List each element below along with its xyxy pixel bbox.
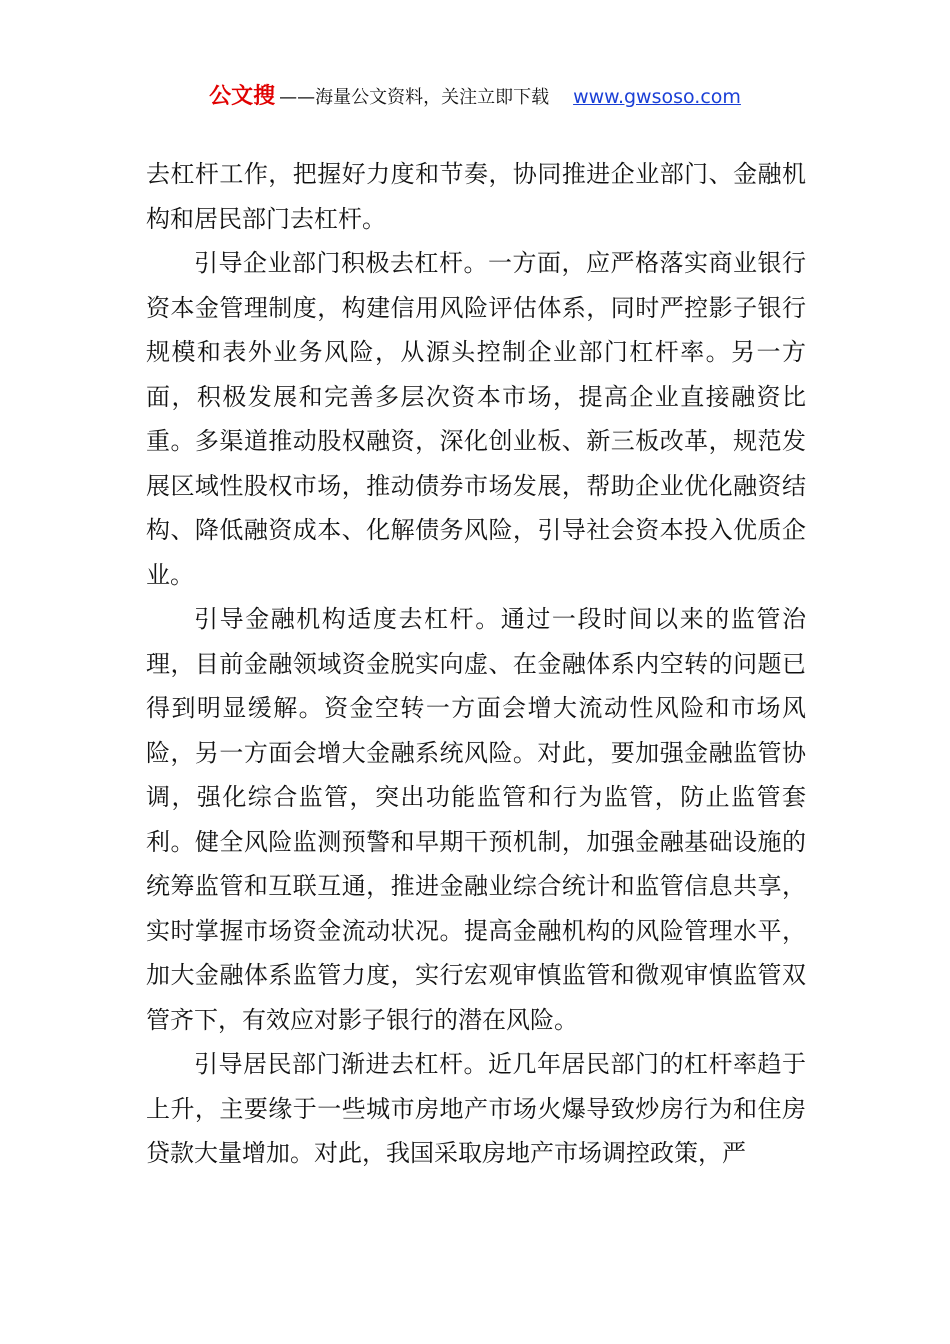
paragraph-household-deleveraging: 引导居民部门渐进去杠杆。近几年居民部门的杠杆率趋于上升，主要缘于一些城市房地产市场火爆导致炒房行为和住房贷款大量增加。对此，我国采取房地产市场调控政策，严 <box>146 1050 806 1167</box>
page-header <box>0 84 950 111</box>
paragraph-financial-institutions-deleveraging: 引导金融机构适度去杠杆。通过一段时间以来的监管治理，目前金融领域资金脱实向虚、在金融体系内空转的问题已得到明显缓解。资金空转一方面会增大流动性风险和市场风险，另一方面会增大金融系统风险。对此，要加强金融监管协调，强化综合监管，突出功能监管和行为监管，防止监管套利。健全风险监测预警和早期干预机制，加强金融基础设施的统筹监管和互联互通，推进金融业综合统计和监管信息共享，实时掌握市场资金流动状况。提高金融机构的风险管理水平，加大金融体系监管力度，实行宏观审慎监管和微观审慎监管双管齐下，有效应对影子银行的潜在风险。 <box>146 605 806 1034</box>
header-tagline: ——海量公文资料，关注立即下载 <box>279 87 550 108</box>
site-link[interactable]: www.gwsoso.com <box>573 86 741 108</box>
brand-logo-text: 公文搜 <box>209 84 276 109</box>
paragraph-continuation: 去杠杆工作，把握好力度和节奏，协同推进企业部门、金融机构和居民部门去杠杆。 <box>146 160 806 233</box>
document-body <box>146 152 806 1176</box>
paragraph-enterprise-deleveraging: 引导企业部门积极去杠杆。一方面，应严格落实商业银行资本金管理制度，构建信用风险评估体系，同时严控影子银行规模和表外业务风险，从源头控制企业部门杠杆率。另一方面，积极发展和完善多层次资本市场，提高企业直接融资比重。多渠道推动股权融资，深化创业板、新三板改革，规范发展区域性股权市场，推动债券市场发展，帮助企业优化融资结构、降低融资成本、化解债务风险，引导社会资本投入优质企业。 <box>146 249 806 589</box>
